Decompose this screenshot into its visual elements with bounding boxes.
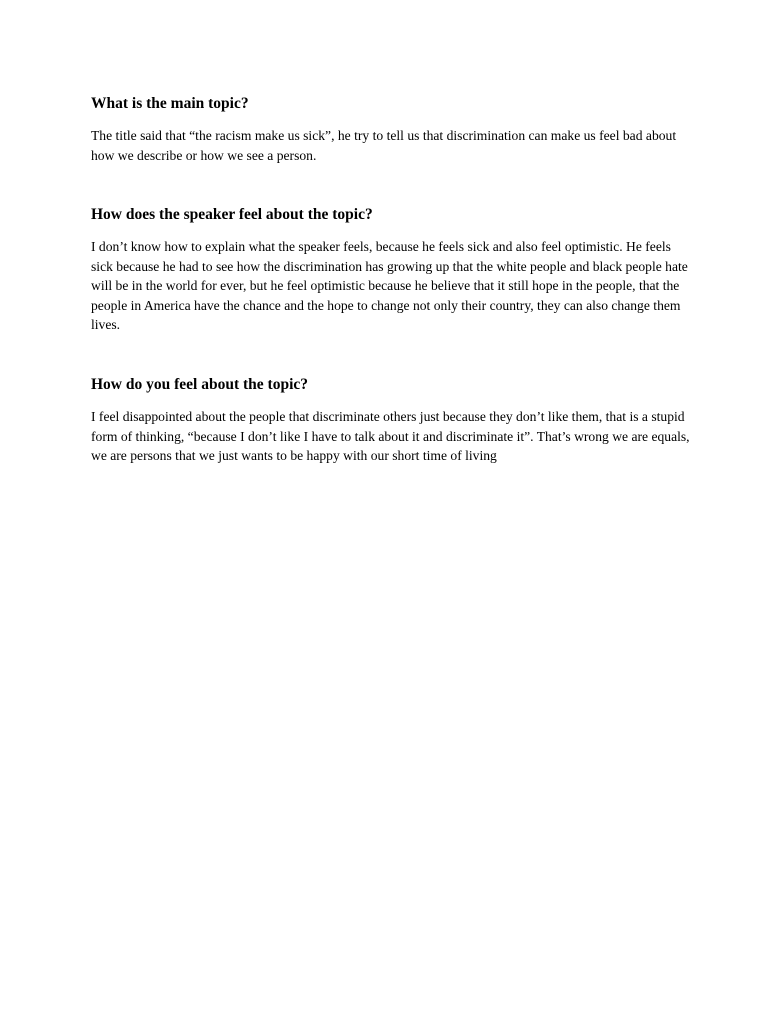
section-speaker-feeling <box>91 205 691 335</box>
section-heading: What is the main topic? <box>91 95 249 112</box>
section-your-feeling <box>91 375 691 466</box>
section-heading: How do you feel about the topic? <box>91 376 308 393</box>
section-heading: How does the speaker feel about the topic? <box>91 206 373 223</box>
section-paragraph: I don’t know how to explain what the speaker feels, because he feels sick and also feel optimistic. He feels sick because he had to see how the discrimination has growing up that the white people and black people hate will be in the world for ever, but he feel optimistic because he believe that it still hope in the people, that the people in America have the chance and the hope to change not only their country, they can also change them lives. <box>91 239 688 332</box>
section-paragraph: The title said that “the racism make us sick”, he try to tell us that discrimination can make us feel bad about how we describe or how we see a person. <box>91 128 677 163</box>
section-paragraph: I feel disappointed about the people that discriminate others just because they don’t like them, that is a stupid form of thinking, “because I don’t like I have to talk about it and discriminate it”. That’s wrong we are equals, we are persons that we just wants to be happy with our short time of living <box>91 409 690 463</box>
section-main-topic <box>91 94 691 165</box>
